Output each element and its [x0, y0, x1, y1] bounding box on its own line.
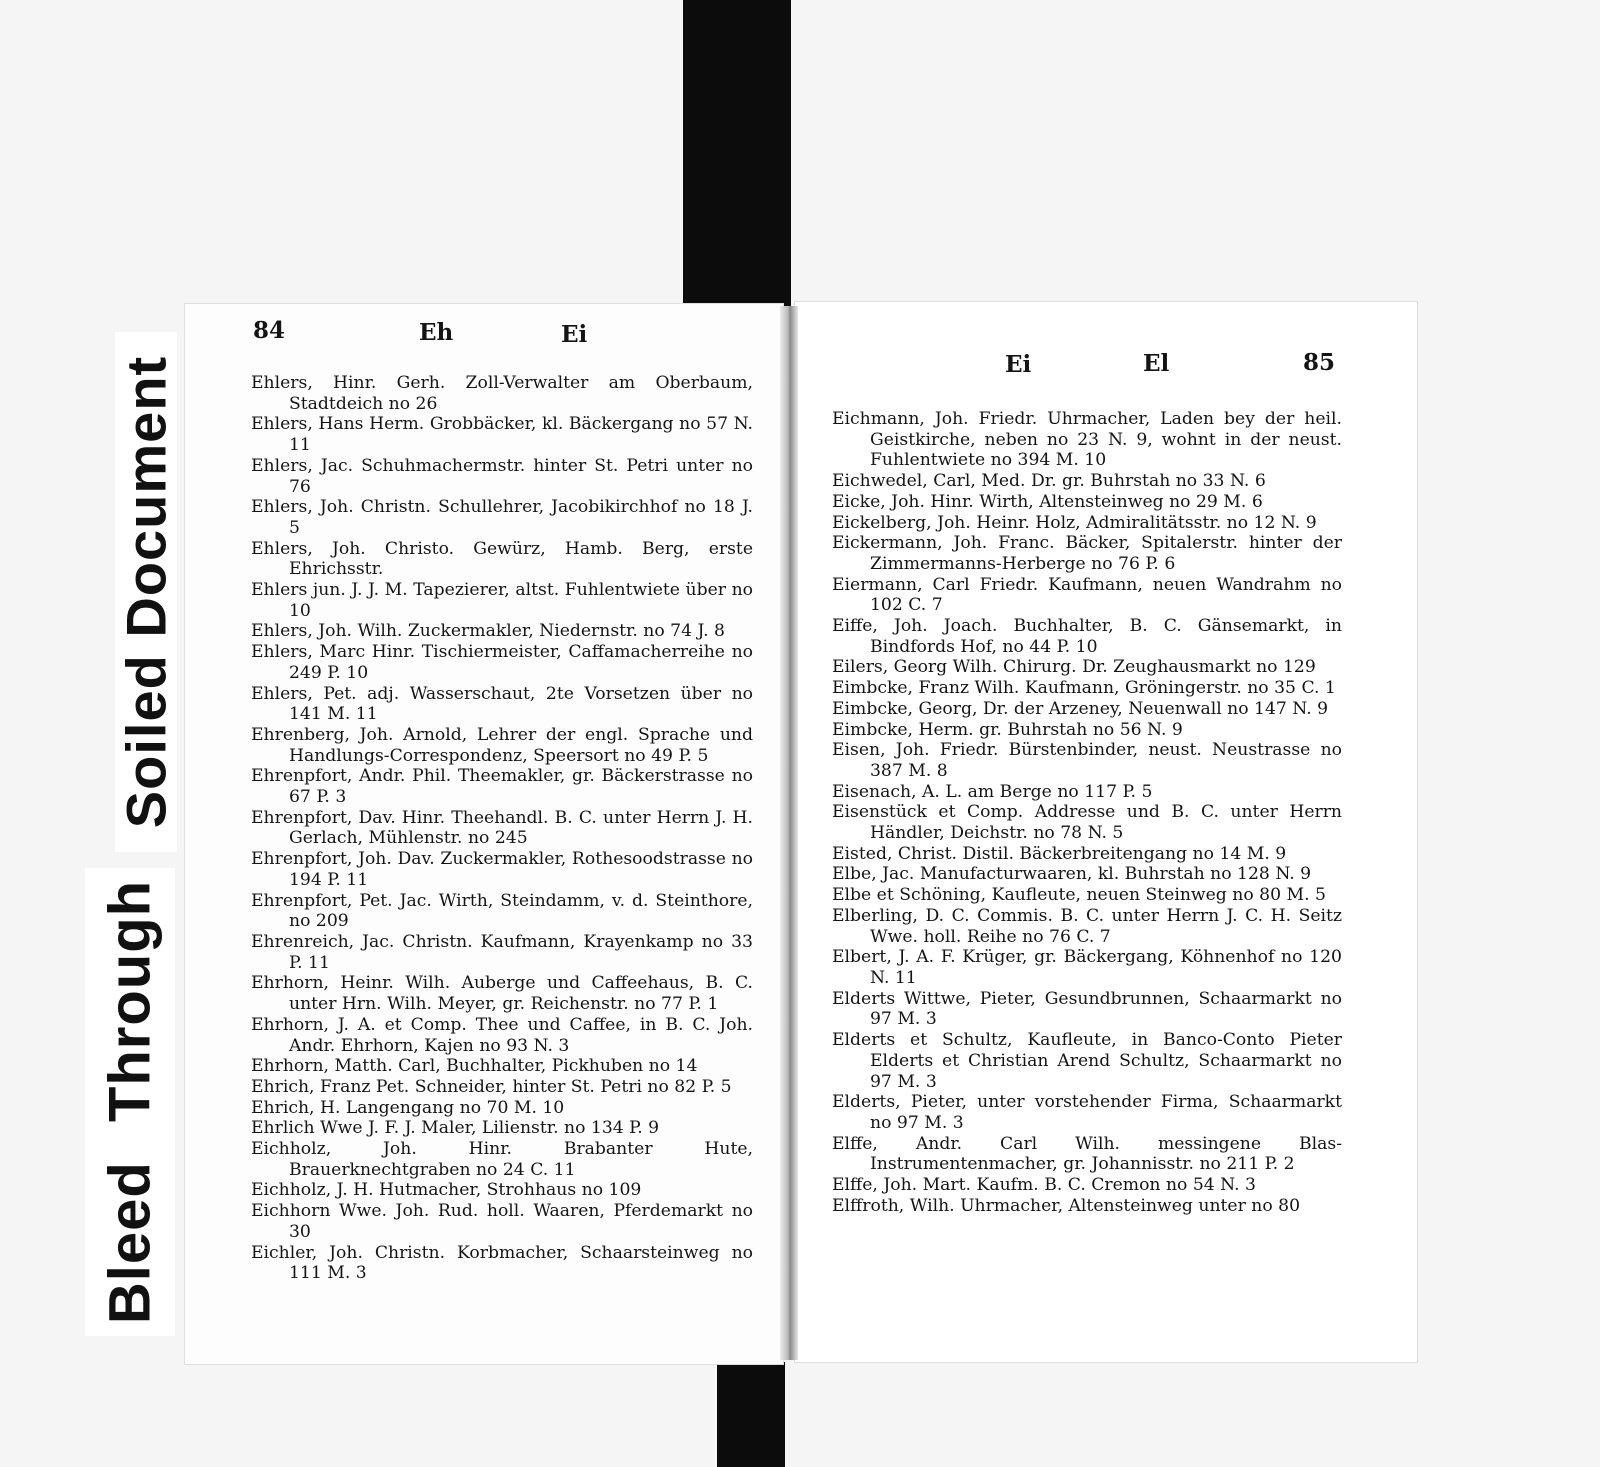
directory-entry: Eichler, Joh. Christn. Korbmacher, Schaarsteinweg no 111 M. 3 — [251, 1242, 753, 1284]
directory-entry: Ehlers, Jac. Schuhmachermstr. hinter St. Petri unter no 76 — [251, 455, 753, 497]
right-page-number: 85 — [1303, 349, 1336, 376]
directory-entry: Elffe, Joh. Mart. Kaufm. B. C. Cremon no 54 N. 3 — [832, 1175, 1256, 1196]
directory-entry: Elderts Wittwe, Pieter, Gesundbrunnen, Schaarmarkt no 97 M. 3 — [832, 988, 1342, 1030]
directory-entry: Eichholz, J. H. Hutmacher, Strohhaus no 109 — [251, 1180, 642, 1201]
directory-entry: Ehrenpfort, Dav. Hinr. Theehandl. B. C. unter Herrn J. H. Gerlach, Mühlenstr. no 245 — [251, 807, 753, 849]
left-entry-list — [251, 373, 753, 1284]
directory-entry: Ehlers, Joh. Christo. Gewürz, Hamb. Berg, erste Ehrichsstr. — [251, 538, 753, 580]
directory-entry: Ehrenpfort, Joh. Dav. Zuckermakler, Rothesoodstrasse no 194 P. 11 — [251, 849, 753, 890]
directory-entry: Eisted, Christ. Distil. Bäckerbreitengang no 14 M. 9 — [832, 843, 1287, 864]
directory-entry: Ehrenpfort, Pet. Jac. Wirth, Steindamm, v. d. Steinthore, no 209 — [251, 890, 753, 932]
bleed-through-label-text: Bleed Through — [97, 879, 163, 1325]
directory-entry: Eickelberg, Joh. Heinr. Holz, Admiralitätsstr. no 12 N. 9 — [832, 512, 1317, 533]
directory-entry: Ehrich, Franz Pet. Schneider, hinter St. Petri no 82 P. 5 — [251, 1076, 732, 1097]
directory-entry: Elbert, J. A. F. Krüger, gr. Bäckergang, Köhnenhof no 120 N. 11 — [832, 947, 1342, 988]
directory-entry: Ehlers, Marc Hinr. Tischiermeister, Caffamacherreihe no 249 P. 10 — [251, 642, 753, 683]
right-header-letters-second: El — [1143, 350, 1170, 377]
directory-entry: Eimbcke, Georg, Dr. der Arzeney, Neuenwall no 147 N. 9 — [832, 698, 1329, 719]
book-gutter — [780, 306, 798, 1360]
directory-entry: Eimbcke, Franz Wilh. Kaufmann, Gröningerstr. no 35 C. 1 — [832, 678, 1336, 699]
directory-entry: Ehrich, H. Langengang no 70 M. 10 — [251, 1097, 565, 1118]
directory-entry: Eiffe, Joh. Joach. Buchhalter, B. C. Gänsemarkt, in Bindfords Hof, no 44 P. 10 — [832, 616, 1342, 657]
directory-entry: Ehlers jun. J. J. M. Tapezierer, altst. Fuhlentwiete über no 10 — [251, 580, 753, 621]
directory-entry: Eicke, Joh. Hinr. Wirth, Altensteinweg no 29 M. 6 — [832, 491, 1263, 512]
directory-entry: Ehrenpfort, Andr. Phil. Theemakler, gr. Bäckerstrasse no 67 P. 3 — [251, 766, 753, 808]
directory-entry: Eisenstück et Comp. Addresse und B. C. unter Herrn Händler, Deichstr. no 78 N. 5 — [832, 802, 1342, 844]
directory-entry: Ehrhorn, Heinr. Wilh. Auberge und Caffeehaus, B. C. unter Hrn. Wilh. Meyer, gr. Reichenstr. no 77 P. 1 — [251, 973, 753, 1015]
directory-entry: Ehlers, Joh. Christn. Schullehrer, Jacobikirchhof no 18 J. 5 — [251, 497, 753, 538]
directory-entry: Ehrhorn, Matth. Carl, Buchhalter, Pickhuben no 14 — [251, 1056, 698, 1077]
soiled-document-label — [115, 332, 177, 852]
directory-entry: Eimbcke, Herm. gr. Buhrstah no 56 N. 9 — [832, 719, 1183, 740]
directory-entry: Elbe et Schöning, Kaufleute, neuen Steinweg no 80 M. 5 — [832, 885, 1326, 906]
directory-entry: Ehlers, Hans Herm. Grobbäcker, kl. Bäckergang no 57 N. 11 — [251, 414, 753, 456]
directory-entry: Ehrenberg, Joh. Arnold, Lehrer der engl. Sprache und Handlungs-Correspondenz, Speersort no 49 P. 5 — [251, 724, 753, 766]
left-header-letters-first: Eh — [419, 319, 454, 346]
left-page-number: 84 — [253, 317, 286, 344]
bleed-through-label — [85, 868, 175, 1336]
directory-entry: Elffe, Andr. Carl Wilh. messingene Blas-Instrumentenmacher, gr. Johannisstr. no 211 P. 2 — [832, 1133, 1342, 1175]
directory-entry: Ehrenreich, Jac. Christn. Kaufmann, Krayenkamp no 33 P. 11 — [251, 931, 753, 973]
directory-entry: Eilers, Georg Wilh. Chirurg. Dr. Zeughausmarkt no 129 — [832, 657, 1316, 678]
directory-entry: Eichhorn Wwe. Joh. Rud. holl. Waaren, Pferdemarkt no 30 — [251, 1201, 753, 1242]
directory-entry: Ehlers, Hinr. Gerh. Zoll-Verwalter am Oberbaum, Stadtdeich no 26 — [251, 373, 753, 414]
film-strip-bottom — [717, 1362, 785, 1467]
left-header-letters-second: Ei — [561, 321, 588, 348]
directory-entry: Eiermann, Carl Friedr. Kaufmann, neuen Wandrahm no 102 C. 7 — [832, 574, 1342, 616]
directory-entry: Elbe, Jac. Manufacturwaaren, kl. Buhrstah no 128 N. 9 — [832, 864, 1312, 885]
directory-entry: Eichholz, Joh. Hinr. Brabanter Hute, Brauerknechtgraben no 24 C. 11 — [251, 1139, 753, 1180]
film-strip-top — [683, 0, 791, 312]
directory-entry: Eisenach, A. L. am Berge no 117 P. 5 — [832, 781, 1153, 802]
right-entry-list — [832, 409, 1342, 1216]
directory-entry: Ehlers, Pet. adj. Wasserschaut, 2te Vorsetzen über no 141 M. 11 — [251, 683, 753, 725]
directory-entry: Ehlers, Joh. Wilh. Zuckermakler, Niedernstr. no 74 J. 8 — [251, 621, 725, 642]
directory-entry: Eichwedel, Carl, Med. Dr. gr. Buhrstah no 33 N. 6 — [832, 471, 1266, 492]
directory-entry: Ehrlich Wwe J. F. J. Maler, Lilienstr. no 134 P. 9 — [251, 1118, 660, 1139]
directory-entry: Eichmann, Joh. Friedr. Uhrmacher, Laden bey der heil. Geistkirche, neben no 23 N. 9, wohnt in der neust. Fuhlentwiete no 394 M. 10 — [832, 409, 1342, 471]
directory-entry: Ehrhorn, J. A. et Comp. Thee und Caffee, in B. C. Joh. Andr. Ehrhorn, Kajen no 93 N. 3 — [251, 1014, 753, 1056]
directory-entry: Elderts, Pieter, unter vorstehender Firma, Schaarmarkt no 97 M. 3 — [832, 1092, 1342, 1133]
directory-entry: Elderts et Schultz, Kaufleute, in Banco-Conto Pieter Elderts et Christian Arend Schultz, Schaarmarkt no 97 M. 3 — [832, 1030, 1342, 1092]
directory-entry: Elberling, D. C. Commis. B. C. unter Herrn J. C. H. Seitz Wwe. holl. Reihe no 76 C. 7 — [832, 905, 1342, 947]
directory-entry: Elffroth, Wilh. Uhrmacher, Altensteinweg unter no 80 — [832, 1195, 1301, 1216]
directory-entry: Eisen, Joh. Friedr. Bürstenbinder, neust. Neustrasse no 387 M. 8 — [832, 740, 1342, 781]
directory-entry: Eickermann, Joh. Franc. Bäcker, Spitalerstr. hinter der Zimmermanns-Herberge no 76 P. 6 — [832, 533, 1342, 574]
soiled-document-label-text: Soiled Document — [114, 355, 178, 829]
right-header-letters-first: Ei — [1005, 351, 1032, 378]
